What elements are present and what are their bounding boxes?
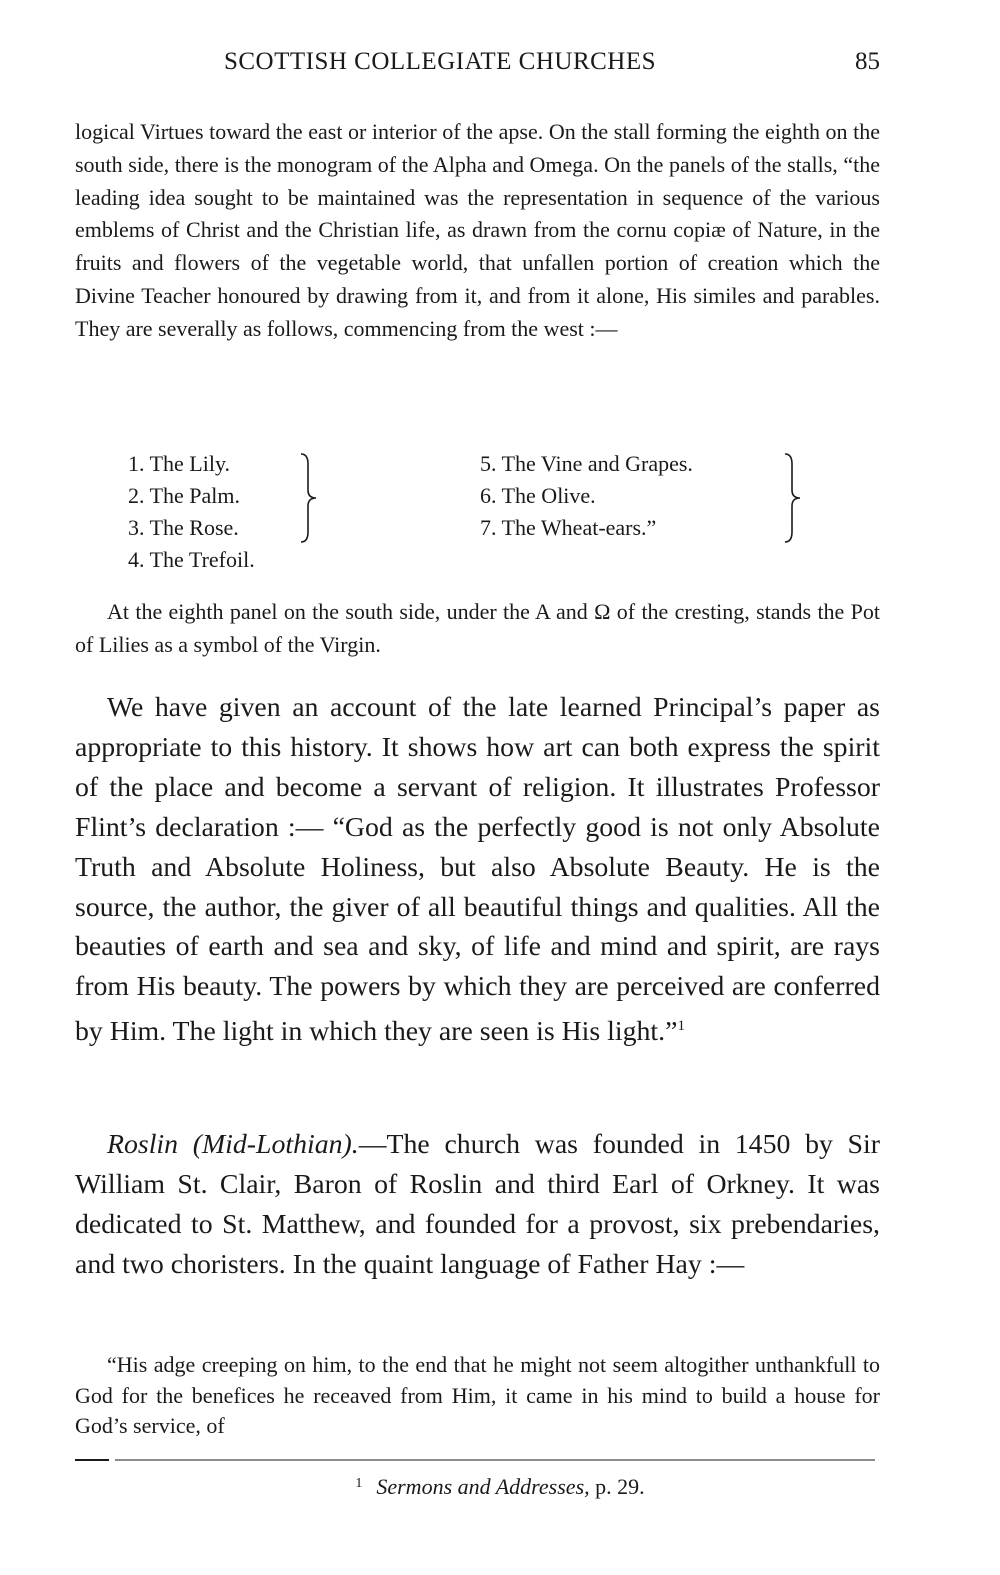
footnote-reference: 1 — [677, 1018, 685, 1035]
emblem-list — [0, 448, 1000, 578]
roslin-place-name: Roslin — [107, 1129, 179, 1160]
footnote-marker: 1 — [355, 1476, 363, 1491]
page-number: 85 — [855, 48, 880, 75]
list-item: 3. The Rose. — [128, 515, 239, 540]
emblem-list-right — [480, 448, 693, 544]
footnote — [0, 1474, 1000, 1500]
list-item: 5. The Vine and Grapes. — [480, 451, 693, 476]
paragraph-pot-of-lilies: At the eighth panel on the south side, under the A and Ω of the cresting, stands the Pot of Lilies as a symbol of the Virgin. — [75, 599, 880, 657]
list-item: 2. The Palm. — [128, 483, 241, 508]
paragraph-stall-emblems: logical Virtues toward the east or interior of the apse. On the stall forming the eighth on the south side, there is the monogram of the Alpha and Omega. On the panels of the stalls, “the leading idea sought to be maintained was the representation in sequence of the various emblems of Christ and the Christian life, as drawn from the cornu copiæ of Nature, in the fruits and flowers of the vegetable world, that unfallen portion of creation which the Divine Teacher honoured by drawing from it, and from it alone, His similes and parables. They are severally as follows, commencing from the west :— — [75, 119, 880, 341]
page-header — [0, 44, 1000, 84]
emblem-list-left — [128, 448, 255, 576]
right-brace-right-group — [782, 452, 804, 544]
list-item: 7. The Wheat-ears.” — [480, 515, 657, 540]
paragraph-principal-paper-text: We have given an account of the late learned Principal’s paper as appropriate to this history. It shows how art can both express the spirit of the place and become a servant of religion. It illustrates Professor Flint’s declaration :— “God as the perfectly good is not only Absolute Truth and Absolute Holiness, but also Absolute Beauty. He is the source, the author, the giver of all beautiful things and qualities. All the beauties of earth and sea and sky, of life and mind and spirit, are rays from His beauty. The powers by which they are perceived are conferred by Him. The light in which they are seen is His light.” — [75, 692, 880, 1048]
running-title: SCOTTISH COLLEGIATE CHURCHES — [223, 48, 657, 75]
footnote-rule — [75, 1455, 875, 1465]
footnote-title: Sermons and Addresses, — [376, 1474, 590, 1499]
list-item: 4. The Trefoil. — [128, 547, 255, 572]
footnote-page: p. 29. — [595, 1474, 645, 1499]
father-hay-quote: “His adge creeping on him, to the end that he might not seem altogither unthankfull to God for the benefices he receaved from Him, it came in his mind to build a house for God’s service, of — [75, 1352, 880, 1438]
right-brace-left-group — [298, 452, 320, 544]
roslin-text: —The church was founded in 1450 by Sir William St. Clair, Baron of Roslin and third Earl of Orkney. It was dedicated to St. Matthew, and founded for a provost, six prebendaries, and two choristers. In the quaint language of Father Hay :— — [75, 1129, 880, 1280]
paragraph-roslin — [75, 1125, 880, 1285]
list-item: 6. The Olive. — [480, 483, 596, 508]
paragraph-principal-paper — [75, 688, 880, 1052]
roslin-region: (Mid-Lothian). — [192, 1129, 359, 1160]
list-item: 1. The Lily. — [128, 451, 231, 476]
